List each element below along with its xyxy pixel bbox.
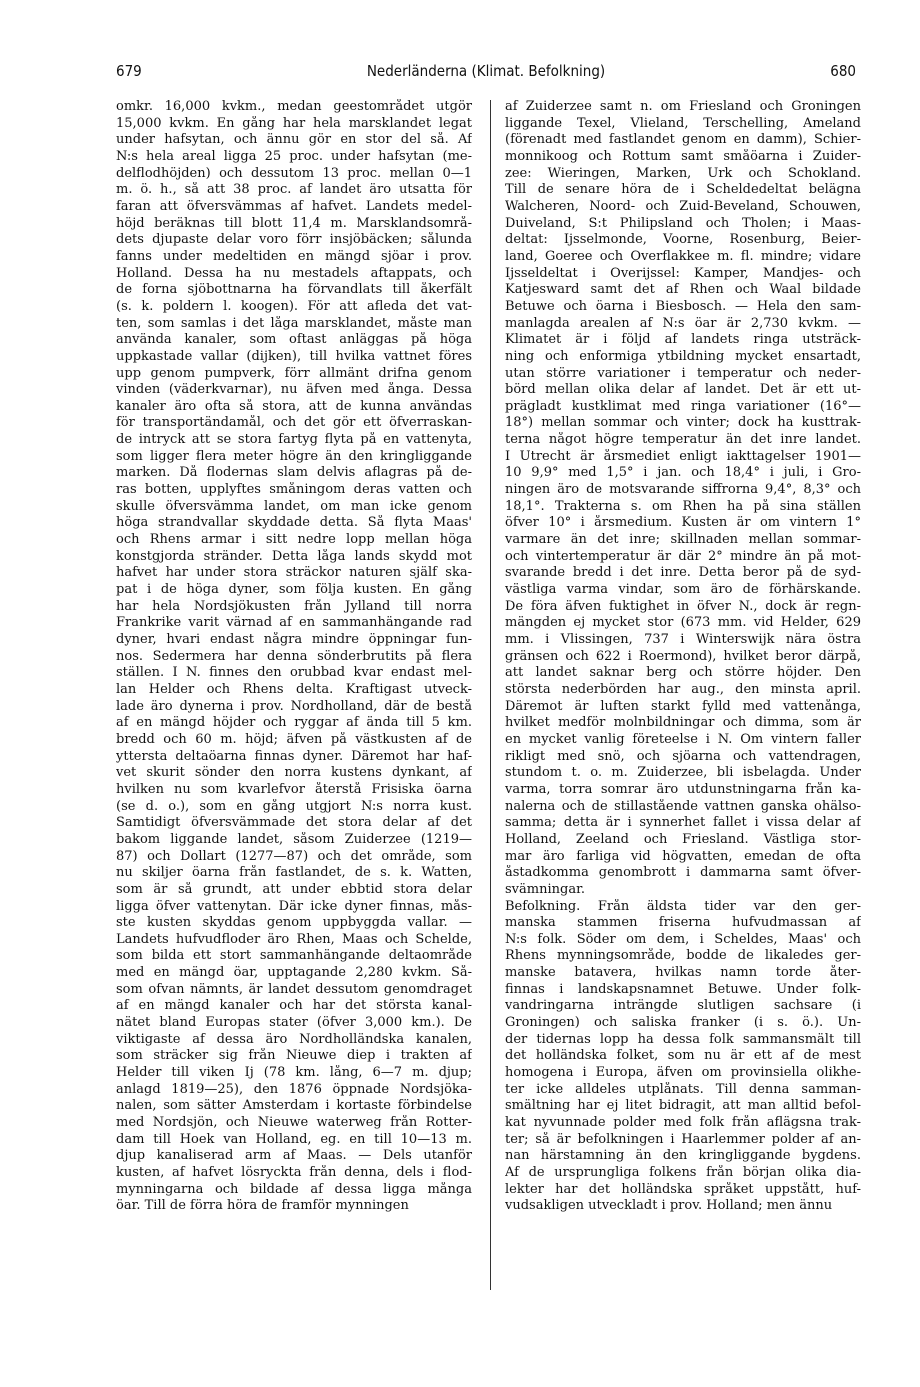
page-number-right: 680 bbox=[830, 62, 856, 80]
text-line: lan Helder och Rhens delta. Kraftigast utveck- bbox=[116, 681, 472, 697]
text-line: finnas i landskapsnamnet Betuwe. Under folk- bbox=[505, 981, 861, 997]
text-line: 15,000 kvkm. En gång har hela marsklandet legat bbox=[116, 115, 472, 131]
text-line: som ligger flera meter högre än den kringliggande bbox=[116, 448, 472, 464]
text-line: vinden (väderkvarnar), nu äfven med ånga. Dessa bbox=[116, 382, 472, 398]
text-line: västliga varma vindar, som äro de förhärskande. bbox=[505, 582, 861, 598]
text-line: svämningar. bbox=[505, 881, 585, 897]
text-line: pat i de höga dyner, som följa kusten. En gång bbox=[116, 582, 472, 598]
text-line: höjd beräknas till blott 11,4 m. Marsklandsområ- bbox=[116, 215, 472, 231]
text-line: prägladt kustklimat med ringa variationer (16°— bbox=[505, 398, 861, 414]
text-line: stundom t. o. m. Zuiderzee, bli isbelagda. Under bbox=[505, 765, 861, 781]
text-line: lekter har det holländska språket uppstått, huf- bbox=[505, 1181, 861, 1197]
text-line: Holland. Dessa ha nu mestadels aftappats, och bbox=[116, 265, 472, 281]
text-line: kat nyvunnade polder med folk från aflägsna trak- bbox=[505, 1115, 861, 1131]
text-line: vet skurit sönder den norra kustens dynkant, af bbox=[116, 765, 472, 781]
text-line: viktigaste af dessa äro Nordholländska kanalen, bbox=[116, 1031, 472, 1047]
text-line: Befolkning. Från äldsta tider var den ger- bbox=[505, 898, 861, 914]
text-line: lade äro dynerna i prov. Nordholland, där de bestå bbox=[116, 698, 472, 714]
text-line: nalen, som sätter Amsterdam i kortaste förbindelse bbox=[116, 1098, 472, 1114]
text-line: höga strandvallar skyddade detta. Så flyta Maas' bbox=[116, 515, 472, 531]
text-line: vandringarna inträngde slutligen sachsare (i bbox=[505, 998, 861, 1014]
text-line: hafvet har under stora sträckor naturen själf ska- bbox=[116, 565, 472, 581]
text-line: ste kusten skyddas genom uppbyggda vallar. — bbox=[116, 915, 472, 931]
text-line: mar äro farliga vid högvatten, emedan de ofta bbox=[505, 848, 861, 864]
text-line: manlagda arealen af N:s öar är 2,730 kvkm. — bbox=[505, 315, 861, 331]
text-line: de intryck att se stora fartyg flyta på en vattenyta, bbox=[116, 432, 472, 448]
text-line: Ijsseldeltat i Overijssel: Kamper, Mandjes- och bbox=[505, 265, 861, 281]
text-line: mm. i Vlissingen, 737 i Winterswijk nära östra bbox=[505, 632, 861, 647]
text-line: som bilda ett stort sammanhängande deltaområde bbox=[116, 948, 472, 964]
text-line: 87) och Dollart (1277—87) och det område, som bbox=[116, 848, 472, 864]
text-line: manske batavera, hvilkas namn torde åter- bbox=[505, 965, 861, 981]
text-line: öfver 10° i årsmedium. Kusten är om vintern 1° bbox=[505, 515, 861, 531]
text-line: som är så grundt, att under ebbtid stora delar bbox=[116, 881, 472, 897]
text-line: konstgjorda stränder. Detta låga lands skydd mot bbox=[116, 548, 472, 564]
text-line: ter; så är befolkningen i Haarlemmer polder af an- bbox=[505, 1131, 861, 1147]
text-line: De föra äfven fuktighet in öfver N., dock är regn- bbox=[505, 598, 861, 614]
text-line: Däremot är luften starkt fylld med vattenånga, bbox=[505, 698, 861, 714]
text-line: nos. Sedermera har denna sönderbrutits på flera bbox=[116, 648, 472, 664]
text-line: börd mellan olika delar af landet. Det är ett ut- bbox=[505, 382, 861, 398]
text-line: Rhens mynningsområde, bodde de likaledes ger- bbox=[505, 948, 861, 964]
text-line: uppkastade vallar (dijken), till hvilka vattnet föres bbox=[116, 348, 472, 364]
text-line: det holländska folket, som nu är ett af de mest bbox=[505, 1048, 861, 1064]
text-line: åstadkomma genombrott i dammarna samt öfver- bbox=[505, 865, 861, 881]
text-line: varmare än det inre; skillnaden mellan sommar- bbox=[505, 532, 861, 548]
text-line: svarande bredd i det inre. Detta beror på de syd- bbox=[505, 565, 861, 581]
text-line: öar. Till de förra höra de framför mynningen bbox=[116, 1198, 409, 1214]
text-line: bakom liggande landet, såsom Zuiderzee (1219— bbox=[116, 831, 472, 847]
text-line: Walcheren, Noord- och Zuid-Beveland, Schouwen, bbox=[505, 198, 861, 214]
text-line: ras botten, upplyftes småningom deras vatten och bbox=[116, 482, 472, 498]
text-line: deltat: Ijsselmonde, Voorne, Rosenburg, Beier- bbox=[505, 232, 861, 248]
text-line: ligga öfver vattenytan. Där icke dyner finnas, mås- bbox=[116, 898, 472, 914]
text-line: Frankrike varit värnad af en sammanhängande rad bbox=[116, 615, 472, 631]
text-line: manska stammen friserna hufvudmassan af bbox=[505, 915, 861, 931]
text-line: der tidernas lopp ha dessa folk sammansmält till bbox=[505, 1031, 861, 1047]
text-line: som ofvan nämnts, är landet dessutom genomdraget bbox=[116, 981, 472, 997]
text-line: yttersta deltaöarna finnas dyner. Däremot har haf- bbox=[116, 748, 472, 764]
text-line: fanns under medeltiden en mängd sjöar i prov. bbox=[116, 248, 472, 264]
text-line: hvilken nu som kvarlefvor återstå Frisiska öarna bbox=[116, 781, 472, 797]
text-line: för transportändamål, och det gör ett öfverraskan- bbox=[116, 415, 472, 431]
text-line: med Nordsjön, och Nieuwe waterweg från Rotter- bbox=[116, 1115, 472, 1131]
page-number-left: 679 bbox=[116, 62, 142, 80]
text-line: land, Goeree och Overflakkee m. fl. mindre; vidare bbox=[505, 248, 861, 264]
text-line: ningen äro de motsvarande siffrorna 9,4°, 8,3° och bbox=[505, 482, 861, 498]
text-line: omkr. 16,000 kvkm., medan geestområdet utgör bbox=[116, 99, 472, 114]
text-line: marken. Då flodernas slam delvis aflagras på de- bbox=[116, 465, 472, 481]
text-line: homogena i Europa, äfven om provinsiella olikhe- bbox=[505, 1065, 861, 1081]
left-column bbox=[116, 99, 472, 1215]
text-line: (förenadt med fastlandet genom en damm), Schier- bbox=[505, 132, 861, 148]
text-line: upp genom pumpverk, förr allmänt drifna genom bbox=[116, 365, 472, 381]
text-line: som sträcker sig från Nieuwe diep i trakten af bbox=[116, 1048, 472, 1064]
text-line: Landets hufvudfloder äro Rhen, Maas och Schelde, bbox=[116, 931, 472, 947]
text-line: 10 9,9° med 1,5° i jan. och 18,4° i juli, i Gro- bbox=[505, 465, 861, 481]
text-line: och vintertemperatur är där 2° mindre än på mot- bbox=[505, 548, 861, 564]
right-column bbox=[505, 99, 861, 1215]
text-line: N:s folk. Söder om dem, i Scheldes, Maas' och bbox=[505, 931, 861, 947]
text-line: ter icke alldeles utplånats. Till denna samman- bbox=[505, 1081, 861, 1097]
text-line: 18,1°. Trakterna s. om Rhen ha på sina ställen bbox=[505, 498, 861, 514]
text-line: att landet saknar berg och större höjder. Den bbox=[505, 665, 861, 681]
text-line: N:s hela areal ligga 25 proc. under hafsytan (me- bbox=[116, 148, 472, 164]
text-line: Samtidigt öfversvämmade det stora delar af det bbox=[116, 815, 472, 831]
text-line: I Utrecht är årsmediet enligt iakttagelser 1901— bbox=[505, 448, 861, 464]
text-line: mängden ej mycket stor (673 mm. vid Helder, 629 bbox=[505, 615, 861, 631]
text-line: faran att öfversvämmas af hafvet. Landets medel- bbox=[116, 198, 472, 214]
text-line: anlagd 1819—25), den 1876 öppnade Nordsjöka- bbox=[116, 1081, 472, 1097]
text-line: vudsakligen utveckladt i prov. Holland; men ännu bbox=[505, 1198, 833, 1214]
text-line: Klimatet är i följd af landets ringa utsträck- bbox=[505, 332, 861, 348]
text-line: monnikoog och Rottum samt småöarna i Zuider- bbox=[505, 148, 861, 164]
text-line: ställen. I N. finnes den orubbad kvar endast mel- bbox=[116, 665, 472, 681]
text-line: Duiveland, S:t Philipsland och Tholen; i Maas- bbox=[505, 215, 861, 231]
text-line: hvilket medför molnbildningar och dimma, som är bbox=[505, 715, 861, 731]
page-header bbox=[116, 62, 856, 86]
text-line: samma; detta är i synnerhet fallet i vissa delar af bbox=[505, 815, 861, 831]
text-line: Katjesward samt det af Rhen och Waal bildade bbox=[505, 282, 861, 298]
text-line: dets djupaste delar voro förr insjöbäcken; sålunda bbox=[116, 232, 472, 248]
text-line: kusten, af hafvet lösryckta från denna, dels i flod- bbox=[116, 1165, 472, 1180]
text-line: (s. k. poldern l. koogen). För att afleda det vat- bbox=[116, 298, 472, 314]
text-line: af Zuiderzee samt n. om Friesland och Groningen bbox=[505, 99, 861, 114]
text-line: skulle öfversvämma landet, om man icke genom bbox=[116, 498, 472, 514]
text-line: dam till Hoek van Holland, eg. en till 10—13 m. bbox=[116, 1131, 472, 1147]
text-line: smältning har ej litet bidragit, att man alltid befol- bbox=[505, 1098, 861, 1114]
text-line: gränsen och 622 i Roermond), hvilket beror därpå, bbox=[505, 648, 861, 664]
text-line: 18°) mellan sommar och vinter; dock ha kusttrak- bbox=[505, 415, 861, 431]
text-line: nu skiljer öarna från fastlandet, de s. k. Watten, bbox=[116, 865, 472, 881]
text-line: bredd och 60 m. höjd; äfven på västkusten af de bbox=[116, 731, 472, 747]
text-line: nätet bland Europas stater (öfver 3,000 km.). De bbox=[116, 1015, 472, 1031]
text-line: Groningen) och saliska franker (i s. ö.). Un- bbox=[505, 1015, 861, 1031]
text-line: m. ö. h., så att 38 proc. af landet äro utsatta för bbox=[116, 182, 472, 198]
text-line: ning och enformiga ytbildning mycket ensartadt, bbox=[505, 348, 861, 364]
text-line: mynningarna och bildade af dessa ligga många bbox=[116, 1181, 472, 1197]
text-line: med en mängd öar, upptagande 2,280 kvkm. Så- bbox=[116, 965, 472, 981]
text-line: kanaler äro ofta så stora, att de kunna användas bbox=[116, 398, 472, 414]
text-line: af en mängd kanaler och har det största kanal- bbox=[116, 998, 472, 1014]
text-line: af en mängd höjder och ryggar af ända till 5 km. bbox=[116, 715, 472, 731]
text-line: en mycket vanlig företeelse i N. Om vintern faller bbox=[505, 731, 861, 747]
text-line: dyner, hvari endast några mindre öppningar fun- bbox=[116, 632, 472, 647]
column-divider bbox=[490, 100, 491, 1290]
text-line: och Rhens armar i sitt nedre lopp mellan höga bbox=[116, 532, 472, 548]
text-line: varma, torra somrar äro utdunstningarna från ka- bbox=[505, 781, 861, 797]
text-line: Af de ursprungliga folkens från början olika dia- bbox=[505, 1165, 861, 1180]
text-line: delflodhöjden) och dessutom 13 proc. mellan 0—1 bbox=[116, 165, 472, 181]
text-line: nalerna och de stillastående vattnen ganska ohälso- bbox=[505, 798, 861, 814]
text-line: ten, som samlas i det låga marsklandet, måste man bbox=[116, 315, 472, 331]
running-title: Nederländerna (Klimat. Befolkning) bbox=[366, 62, 606, 80]
text-line: Betuwe och öarna i Biesbosch. — Hela den sam- bbox=[505, 298, 861, 314]
text-line: rikligt med snö, och sjöarna och vattendragen, bbox=[505, 748, 861, 764]
text-line: Holland, Zeeland och Friesland. Västliga stor- bbox=[505, 831, 861, 847]
text-line: terna något högre temperatur än det inre landet. bbox=[505, 432, 861, 448]
text-line: djup kanaliserad arm af Maas. — Dels utanför bbox=[116, 1148, 472, 1164]
text-line: de forna sjöbottnarna ha förvandlats till åkerfält bbox=[116, 282, 472, 298]
text-line: Till de senare höra de i Scheldedeltat belägna bbox=[505, 182, 861, 198]
text-line: utan större variationer i temperatur och neder- bbox=[505, 365, 861, 381]
text-line: har hela Nordsjökusten från Jylland till norra bbox=[116, 598, 472, 614]
text-line: största nederbörden har aug., den minsta april. bbox=[505, 681, 861, 697]
text-line: under hafsytan, och ännu gör en stor del så. Af bbox=[116, 132, 472, 148]
text-line: liggande Texel, Vlieland, Terschelling, Ameland bbox=[505, 115, 861, 131]
text-line: Helder till viken Ij (78 km. lång, 6—7 m. djup; bbox=[116, 1065, 472, 1081]
text-line: (se d. o.), som en gång utgjort N:s norra kust. bbox=[116, 798, 472, 814]
text-line: använda kanaler, som oftast anläggas på höga bbox=[116, 332, 472, 348]
text-line: nan härstamning än den kringliggande bygdens. bbox=[505, 1148, 861, 1164]
text-line: zee: Wieringen, Marken, Urk och Schokland. bbox=[505, 165, 861, 181]
